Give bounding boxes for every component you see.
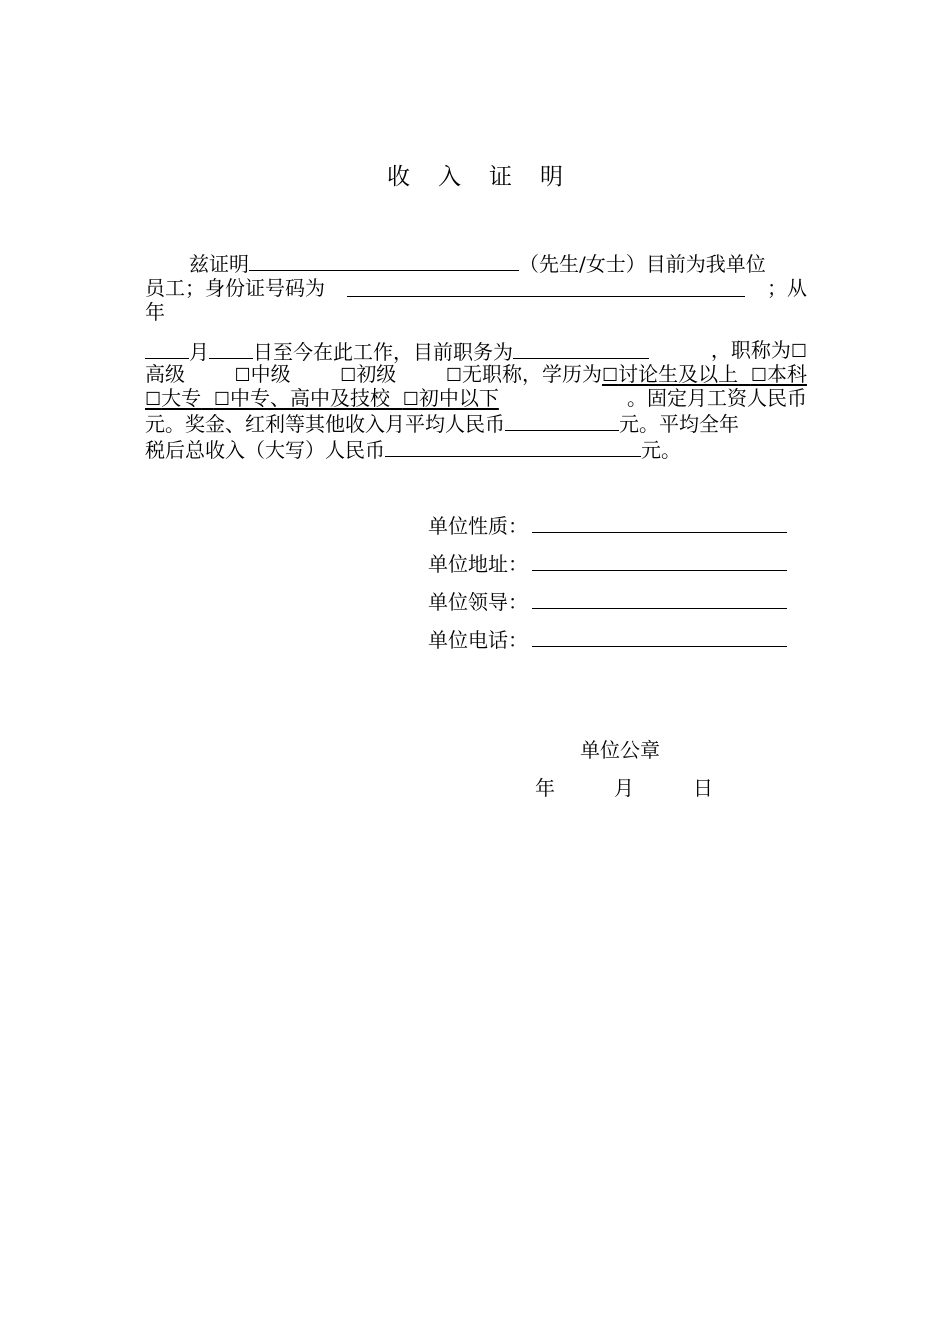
checkbox-no-title[interactable]: ☐: [445, 365, 462, 386]
date-day: 日: [693, 776, 713, 800]
paragraph-line-7: [145, 410, 807, 434]
paragraph-line-1: [145, 250, 807, 274]
bonus-amount-field[interactable]: [505, 410, 619, 431]
id-prefix: 员工；身份证号码为: [145, 276, 325, 300]
company-nature-field[interactable]: [532, 512, 787, 533]
certify-prefix: 兹证明: [189, 252, 249, 276]
title-char: 收: [387, 164, 410, 190]
bachelor-label: 本科: [766, 362, 807, 386]
checkbox-middle-school[interactable]: ☐: [402, 389, 419, 410]
junior-label: 初级: [356, 362, 397, 386]
company-phone-row: [428, 624, 787, 653]
company-leader-label: 单位领导：: [428, 590, 528, 614]
checkbox-bachelor[interactable]: ☐: [750, 365, 767, 386]
checkbox-college[interactable]: ☐: [145, 389, 162, 410]
annual-income-field[interactable]: [385, 436, 641, 457]
bonus-text: 元。奖金、红利等其他收入月平均人民币: [145, 412, 505, 436]
salary-text: 。固定月工资人民币: [627, 386, 807, 410]
annual-income-text: 税后总收入（大写）人民币: [145, 438, 385, 462]
checkbox-postgraduate[interactable]: ☐: [601, 365, 619, 386]
company-leader-row: [428, 586, 787, 615]
month-text: 月: [189, 340, 209, 364]
company-address-row: [428, 548, 787, 577]
paragraph-line-5: [145, 362, 807, 386]
paragraph-line-6: [145, 386, 807, 410]
intermediate-label: 中级: [250, 362, 291, 386]
paragraph-line-2: [145, 276, 807, 300]
checkbox-junior[interactable]: ☐: [340, 365, 357, 386]
title-char: 明: [540, 164, 563, 190]
company-seal-label: 单位公章: [580, 738, 660, 762]
title-label: ，职称为: [710, 338, 791, 362]
checkbox-senior[interactable]: ☐: [790, 341, 807, 362]
start-day-field[interactable]: [209, 338, 253, 359]
year-text: 年: [145, 300, 165, 324]
middle-school-label: 初中以下: [418, 386, 499, 410]
company-address-field[interactable]: [532, 550, 787, 571]
annual-text: 元。平均全年: [619, 412, 739, 436]
gender-note: （先生/女士）目前为我单位: [519, 252, 766, 276]
college-label: 大专: [161, 386, 202, 410]
title-char: 入: [438, 164, 461, 190]
company-nature-row: [428, 510, 787, 539]
name-field[interactable]: [249, 250, 519, 271]
title-char: 证: [489, 164, 512, 190]
secondary-label: 中专、高中及技校: [230, 386, 390, 410]
company-phone-label: 单位电话：: [428, 628, 528, 652]
date-month: 月: [614, 776, 634, 800]
postgraduate-label: 讨论生及以上: [618, 362, 739, 386]
checkbox-intermediate[interactable]: ☐: [234, 365, 251, 386]
position-field[interactable]: [513, 338, 649, 359]
company-phone-field[interactable]: [532, 626, 787, 647]
page-title: [0, 158, 950, 191]
from-text: ；从: [767, 276, 807, 300]
id-number-field[interactable]: [347, 276, 745, 297]
company-nature-label: 单位性质：: [428, 514, 528, 538]
checkbox-secondary[interactable]: ☐: [213, 389, 230, 410]
senior-label: 高级: [145, 362, 185, 386]
paragraph-line-3: [145, 300, 807, 324]
date-year: 年: [535, 776, 555, 800]
date-line: [535, 772, 713, 801]
no-title-label: 无职称，学历为: [461, 362, 602, 386]
paragraph-line-4: [145, 338, 807, 362]
yuan-text: 元。: [641, 438, 681, 462]
company-address-label: 单位地址：: [428, 552, 528, 576]
company-leader-field[interactable]: [532, 588, 787, 609]
start-year-field[interactable]: [145, 338, 189, 359]
since-text: 日至今在此工作，目前职务为: [253, 340, 513, 364]
paragraph-line-8: [145, 436, 807, 460]
